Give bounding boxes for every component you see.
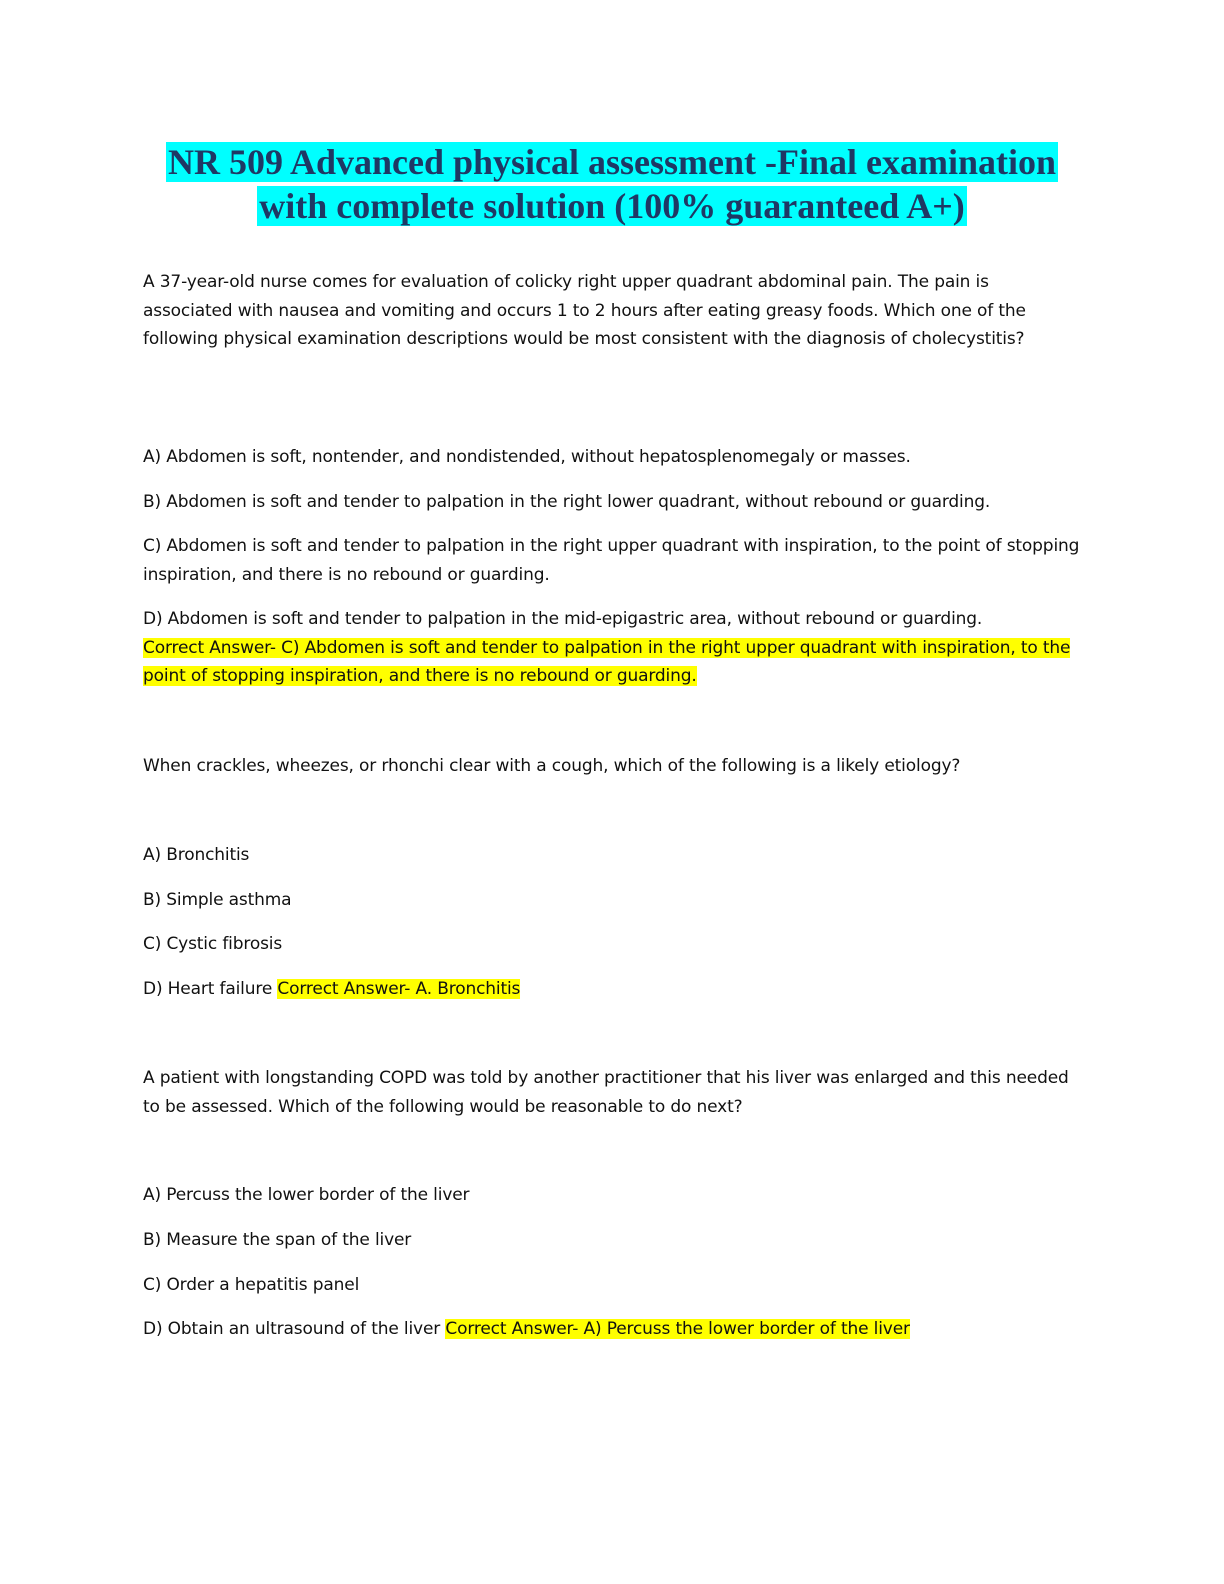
question-1-option-a: A) Abdomen is soft, nontender, and nondistended, without hepatosplenomegaly or masses.: [143, 447, 911, 467]
question-1-stem: A 37-year-old nurse comes for evaluation of colicky right upper quadrant abdominal pain. The pain is associated with nausea and vomiting and occurs 1 to 2 hours after eating greasy foods. Which one of the following physical examination descriptions would be most consistent with the diagnosis of cholecystitis?: [143, 272, 1026, 349]
question-3-option-c: C) Order a hepatitis panel: [143, 1275, 360, 1295]
question-1-option-c: C) Abdomen is soft and tender to palpation in the right upper quadrant with inspiration, to the point of stopping inspiration, and there is no rebound or guarding.: [143, 536, 1080, 585]
question-2-option-a: A) Bronchitis: [143, 845, 250, 865]
question-3-option-a: A) Percuss the lower border of the liver: [143, 1185, 470, 1205]
question-2-stem: When crackles, wheezes, or rhonchi clear with a cough, which of the following is a likely etiology?: [143, 756, 961, 776]
question-1-option-b: B) Abdomen is soft and tender to palpation in the right lower quadrant, without rebound or guarding.: [143, 492, 991, 512]
question-2-option-b: B) Simple asthma: [143, 890, 292, 910]
question-3-option-b: B) Measure the span of the liver: [143, 1230, 412, 1250]
question-2-option-d: D) Heart failure: [143, 979, 273, 999]
question-1-option-d: D) Abdomen is soft and tender to palpation in the mid-epigastric area, without rebound or guarding.: [143, 609, 983, 629]
question-1-option-d-with-answer: [143, 605, 1083, 691]
question-1-correct-answer: Correct Answer- C) Abdomen is soft and tender to palpation in the right upper quadrant with inspiration, to the point of stopping inspiration, and there is no rebound or guarding.: [143, 637, 1071, 686]
question-3-option-d-with-answer: [143, 1315, 1083, 1344]
question-3-correct-answer: Correct Answer- A) Percuss the lower border of the liver: [445, 1319, 910, 1339]
question-2-correct-answer: Correct Answer- A. Bronchitis: [277, 979, 521, 999]
question-3-option-d: D) Obtain an ultrasound of the liver: [143, 1319, 441, 1339]
question-2-option-c: C) Cystic fibrosis: [143, 934, 283, 954]
title-line-2: with complete solution (100% guaranteed A+): [259, 186, 965, 226]
title-line-1: NR 509 Advanced physical assessment -Final examination: [167, 142, 1057, 182]
question-3-stem: A patient with longstanding COPD was told by another practitioner that his liver was enlarged and this needed to be assessed. Which of the following would be reasonable to do next?: [143, 1068, 1069, 1117]
question-2-option-d-with-answer: [143, 975, 1083, 1004]
document-title: [120, 140, 1104, 228]
